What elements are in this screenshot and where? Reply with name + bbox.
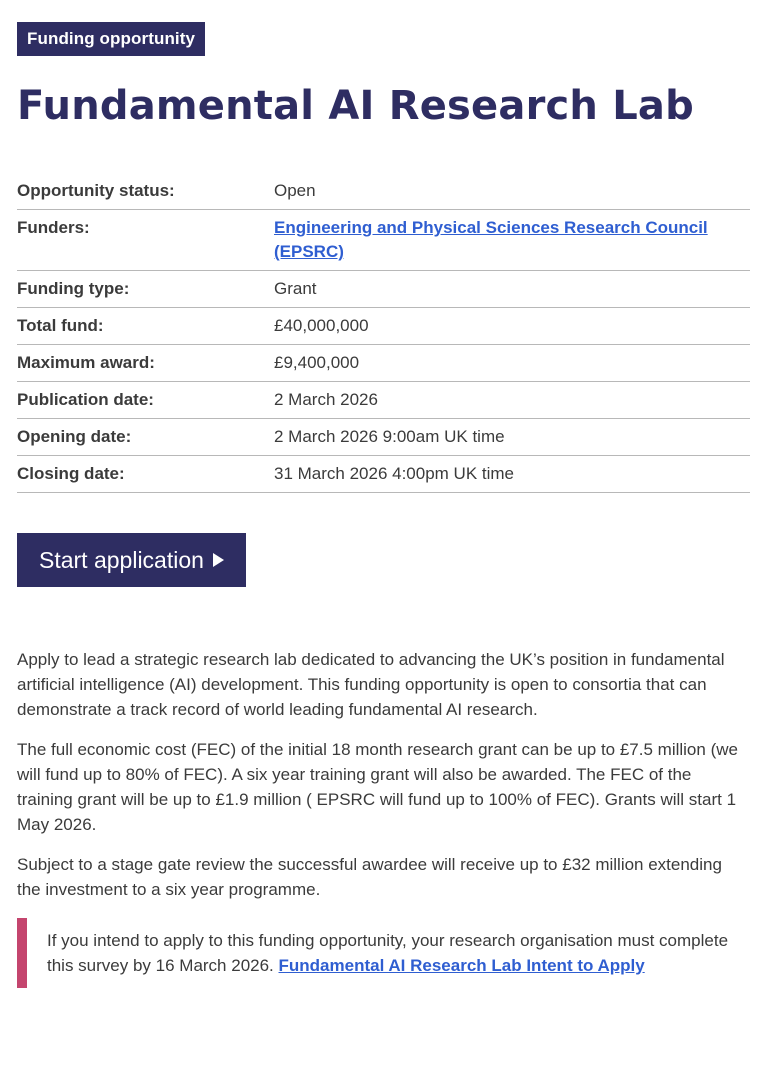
details-key: Maximum award:: [17, 345, 274, 382]
funding-type-value: Grant: [274, 271, 750, 308]
total-fund-value: £40,000,000: [274, 308, 750, 345]
funding-opportunity-page: [17, 22, 750, 988]
details-key: Funders:: [17, 210, 274, 271]
details-row-funders: [17, 210, 750, 271]
details-key: Funding type:: [17, 271, 274, 308]
details-row-funding-type: [17, 271, 750, 308]
opportunity-status-value: Open: [274, 173, 750, 210]
description-paragraph: Apply to lead a strategic research lab dedicated to advancing the UK’s position in fundamental artificial intelligence (AI) development. This funding opportunity is open to consortia that can demonstrate a track record of world leading fundamental AI research.: [17, 650, 725, 719]
details-key: Total fund:: [17, 308, 274, 345]
callout-text: If you intend to apply to this funding opportunity, your research organisation must complete this survey by 16 March 2026.: [47, 931, 729, 975]
details-row-maximum-award: [17, 345, 750, 382]
intent-to-apply-link[interactable]: Fundamental AI Research Lab Intent to Apply: [278, 956, 645, 975]
details-key: Closing date:: [17, 456, 274, 493]
details-row-total-fund: [17, 308, 750, 345]
play-triangle-icon: [213, 553, 224, 567]
maximum-award-value: £9,400,000: [274, 345, 750, 382]
funder-link-epsrc[interactable]: Engineering and Physical Sciences Research Council (EPSRC): [274, 218, 708, 261]
details-row-status: [17, 173, 750, 210]
start-application-button[interactable]: [17, 533, 246, 587]
details-row-publication-date: [17, 382, 750, 419]
details-row-closing-date: [17, 456, 750, 493]
intent-to-apply-callout: [17, 918, 750, 988]
description-paragraph: The full economic cost (FEC) of the initial 18 month research grant can be up to £7.5 million (we will fund up to 80% of FEC). A six year training grant will also be awarded. The FEC of the training grant will be up to £1.9 million ( EPSRC will fund up to 100% of FEC). Grants will start 1 May 2026.: [17, 740, 738, 834]
start-application-label: Start application: [39, 547, 204, 573]
details-key: Opening date:: [17, 419, 274, 456]
description-paragraph: Subject to a stage gate review the successful awardee will receive up to £32 million extending the investment to a six year programme.: [17, 855, 722, 899]
funding-opportunity-badge: Funding opportunity: [17, 22, 205, 56]
closing-date-value: 31 March 2026 4:00pm UK time: [274, 456, 750, 493]
page-title: Fundamental AI Research Lab: [17, 83, 694, 129]
details-value: [274, 210, 750, 271]
opportunity-details-table: [17, 173, 750, 493]
publication-date-value: 2 March 2026: [274, 382, 750, 419]
details-key: Opportunity status:: [17, 173, 274, 210]
details-key: Publication date:: [17, 382, 274, 419]
opening-date-value: 2 March 2026 9:00am UK time: [274, 419, 750, 456]
details-row-opening-date: [17, 419, 750, 456]
